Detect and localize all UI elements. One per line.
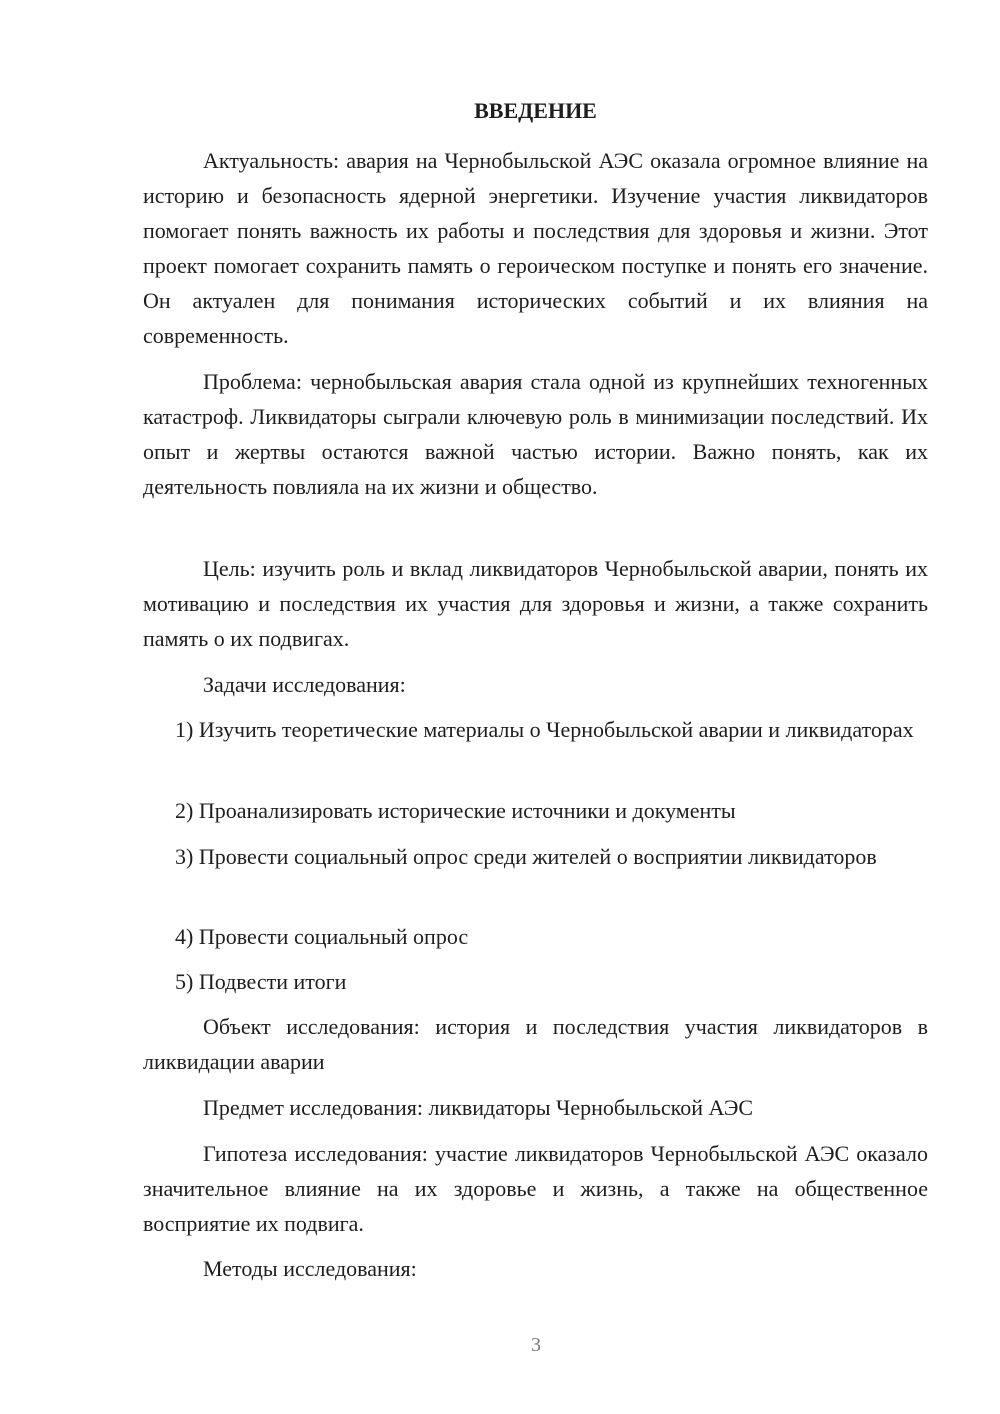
page-number: 3 <box>531 1334 541 1356</box>
goal-paragraph: Цель: изучить роль и вклад ликвидаторов Чернобыльской аварии, понять их мотивацию и последствия их участия для здоровья и жизни, а также сохранить память о их подвигах. <box>143 556 928 651</box>
relevance-paragraph: Актуальность: авария на Чернобыльской АЭС оказала огромное влияние на историю и безопасность ядерной энергетики. Изучение участия ликвидаторов помогает понять важность их работы и последствия для здоровья и жизни. Этот проект помогает сохранить память о героическом поступке и понять его значение. Он актуален для понимания исторических событий и их влияния на современность. <box>143 148 928 348</box>
methods-paragraph: Методы исследования: <box>203 1256 417 1281</box>
subject-paragraph: Предмет исследования: ликвидаторы Чернобыльской АЭС <box>203 1095 754 1120</box>
section-heading: ВВЕДЕНИЕ <box>474 98 597 123</box>
object-paragraph: Объект исследования: история и последствия участия ликвидаторов в ликвидации аварии <box>143 1014 928 1074</box>
hypothesis-paragraph: Гипотеза исследования: участие ликвидаторов Чернобыльской АЭС оказало значительное влияние на их здоровье и жизнь, а также на общественное восприятие их подвига. <box>143 1141 928 1236</box>
task-item-4: 4) Провести социальный опрос <box>175 924 469 949</box>
task-item-5: 5) Подвести итоги <box>175 969 347 994</box>
tasks-title: Задачи исследования: <box>203 672 406 697</box>
problem-paragraph: Проблема: чернобыльская авария стала одной из крупнейших техногенных катастроф. Ликвидаторы сыграли ключевую роль в минимизации последствий. Их опыт и жертвы остаются важной частью истории. Важно понять, как их деятельность повлияла на их жизни и общество. <box>143 369 928 499</box>
task-item-1: 1) Изучить теоретические материалы о Чернобыльской аварии и ликвидаторах <box>175 717 914 742</box>
task-item-2: 2) Проанализировать исторические источники и документы <box>175 798 736 823</box>
task-item-3: 3) Провести социальный опрос среди жителей о восприятии ликвидаторов <box>175 844 877 869</box>
